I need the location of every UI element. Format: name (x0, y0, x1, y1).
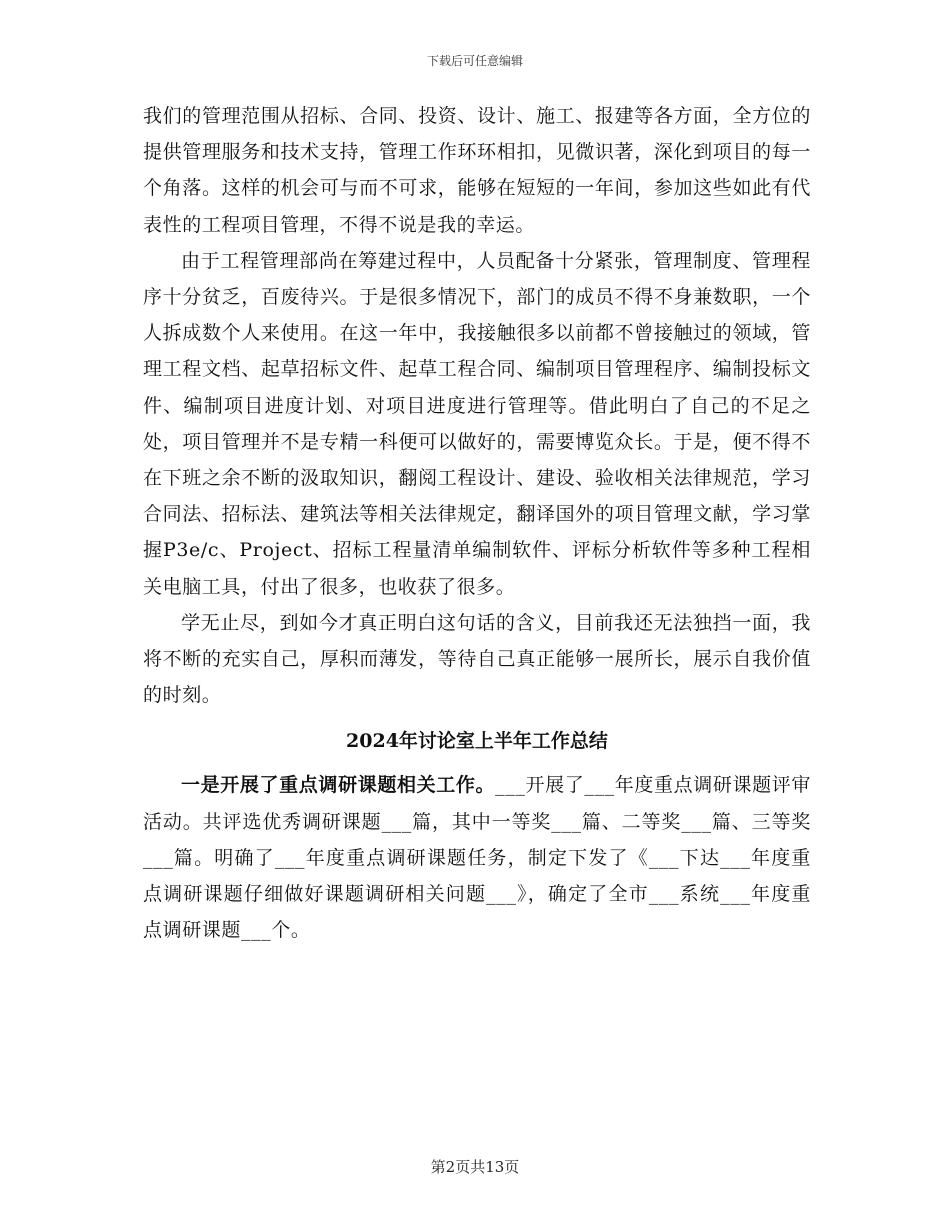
document-body (143, 98, 811, 948)
paragraph-2: 由于工程管理部尚在筹建过程中，人员配备十分紧张，管理制度、管理程序十分贫乏，百废待兴。于是很多情况下，部门的成员不得不身兼数职，一个人拆成数个人来使用。在这一年中，我接触很多以前都不曾接触过的领域，管理工程文档、起草招标文件、起草工程合同、编制项目管理程序、编制投标文件、编制项目进度计划、对项目进度进行管理等。借此明白了自己的不足之处，项目管理并不是专精一科便可以做好的，需要博览众长。于是，便不得不在下班之余不断的汲取知识，翻阅工程设计、建设、验收相关法律规范，学习合同法、招标法、建筑法等相关法律规定，翻译国外的项目管理文献，学习掌握P3e/c、Project、招标工程量清单编制软件、评标分析软件等多种工程相关电脑工具，付出了很多，也收获了很多。 (143, 249, 811, 598)
page-number: 第2页共13页 (430, 1158, 520, 1176)
paragraph-3: 学无止尽，到如今才真正明白这句话的含义，目前我还无法独挡一面，我将不断的充实自己，厚积而薄发，等待自己真正能够一展所长，展示自我价值的时刻。 (143, 611, 811, 707)
section-body: ___开展了___年度重点调研课题评审活动。共评选优秀调研课题___篇，其中一等奖___篇、二等奖___篇、三等奖___篇。明确了___年度重点调研课题任务，制定下发了《___下达___年度重点调研课题仔细做好课题调研相关问题___》，确定了全市___系统___年度重点调研课题___个。 (143, 774, 812, 942)
paragraph-1: 我们的管理范围从招标、合同、投资、设计、施工、报建等各方面，全方位的提供管理服务和技术支持，管理工作环环相扣，见微识著，深化到项目的每一个角落。这样的机会可与而不可求，能够在短短的一年间，参加这些如此有代表性的工程项目管理，不得不说是我的幸运。 (143, 105, 811, 236)
page-header: 下载后可任意编辑 (426, 54, 523, 68)
section-paragraph (143, 767, 811, 948)
section-lead: 一是开展了重点调研课题相关工作。 (181, 774, 496, 797)
section-title: 2024年讨论室上半年工作总结 (346, 730, 608, 753)
